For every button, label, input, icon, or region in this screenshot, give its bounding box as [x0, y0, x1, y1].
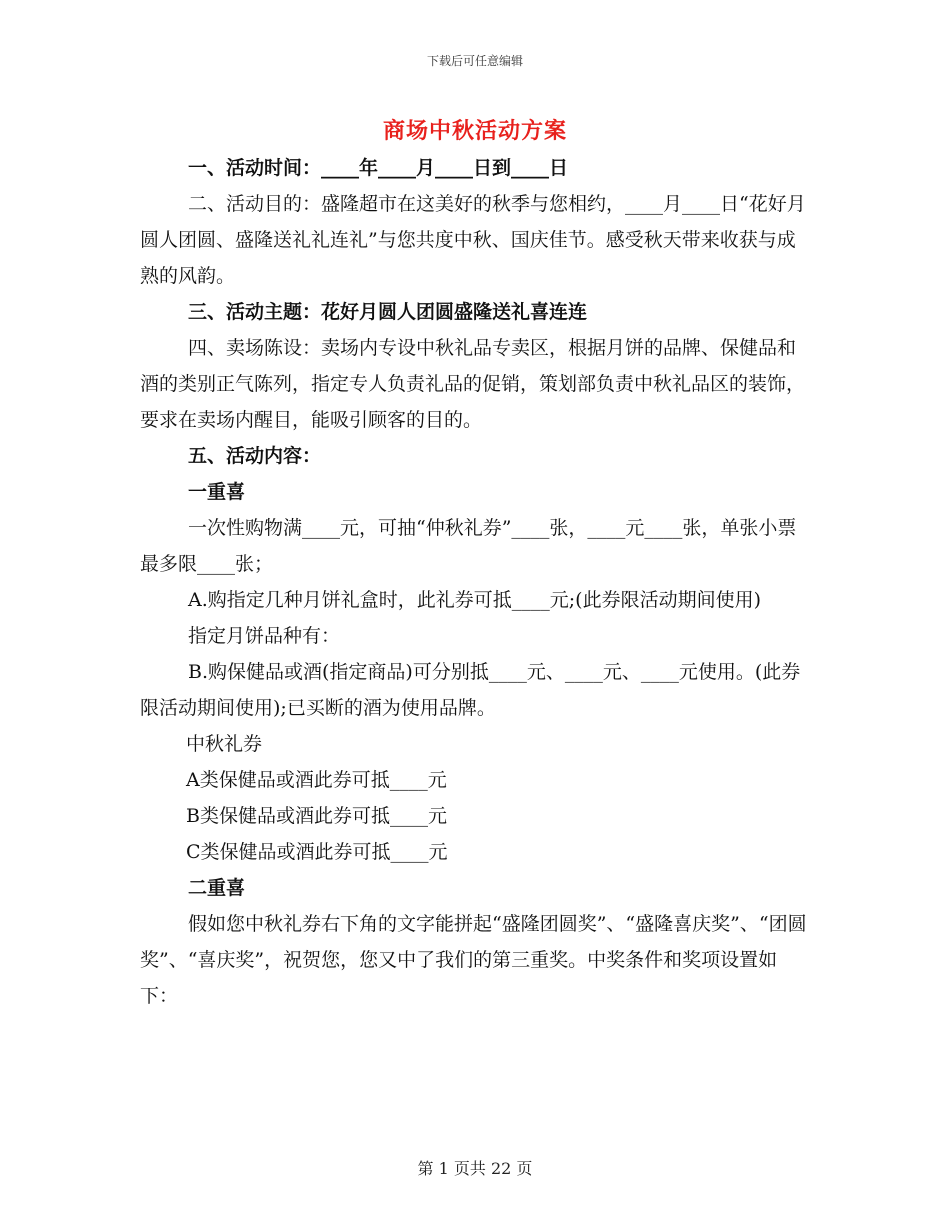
section-store-display: 四、卖场陈设：卖场内专设中秋礼品专卖区，根据月饼的品牌、保健品和酒的类别正气陈列，指定专人负责礼品的促销，策划部负责中秋礼品区的装饰，要求在卖场内醒目，能吸引顾客的目的。 — [140, 337, 806, 431]
coupon-item-a: A类保健品或酒此券可抵____元 — [186, 769, 447, 791]
coupon-list-title: 中秋礼券 — [186, 733, 263, 755]
page-header: 下载后可任意编辑 — [426, 54, 523, 68]
subheading-first-joy: 一重喜 — [188, 481, 246, 503]
document-body — [140, 150, 812, 1014]
paragraph-mooncake-coupon: A.购指定几种月饼礼盒时，此礼券可抵____元;(此券限活动期间使用) — [188, 589, 761, 611]
coupon-item-c: C类保健品或酒此券可抵____元 — [186, 841, 448, 863]
document-title: 商场中秋活动方案 — [382, 118, 567, 144]
subheading-second-joy: 二重喜 — [188, 877, 246, 899]
paragraph-mooncake-varieties: 指定月饼品种有： — [188, 625, 341, 647]
section-activity-theme: 三、活动主题：花好月圆人团圆盛隆送礼喜连连 — [188, 301, 588, 323]
section-activity-purpose: 二、活动目的：盛隆超市在这美好的秋季与您相约，____月____日“花好月圆人团圆、盛隆送礼礼连礼”与您共度中秋、国庆佳节。感受秋天带来收获与成熟的风韵。 — [140, 193, 806, 287]
paragraph-health-wine-coupon: B.购保健品或酒(指定商品)可分别抵____元、____元、____元使用。(此券限活动期间使用);已买断的酒为使用品牌。 — [140, 661, 801, 719]
page-number: 第 1 页共 22 页 — [417, 1159, 533, 1178]
section-activity-time: 一、活动时间：____年____月____日到____日 — [188, 157, 569, 179]
section-activity-content: 五、活动内容： — [188, 445, 322, 467]
coupon-item-b: B类保健品或酒此券可抵____元 — [186, 805, 447, 827]
paragraph-third-prize: 假如您中秋礼券右下角的文字能拼起“盛隆团圆奖”、“盛隆喜庆奖”、“团圆奖”、“喜庆奖”，祝贺您，您又中了我们的第三重奖。中奖条件和奖项设置如下： — [140, 913, 807, 1007]
paragraph-purchase-draw: 一次性购物满____元，可抽“仲秋礼券”____张，____元____张，单张小票最多限____张； — [140, 517, 797, 575]
